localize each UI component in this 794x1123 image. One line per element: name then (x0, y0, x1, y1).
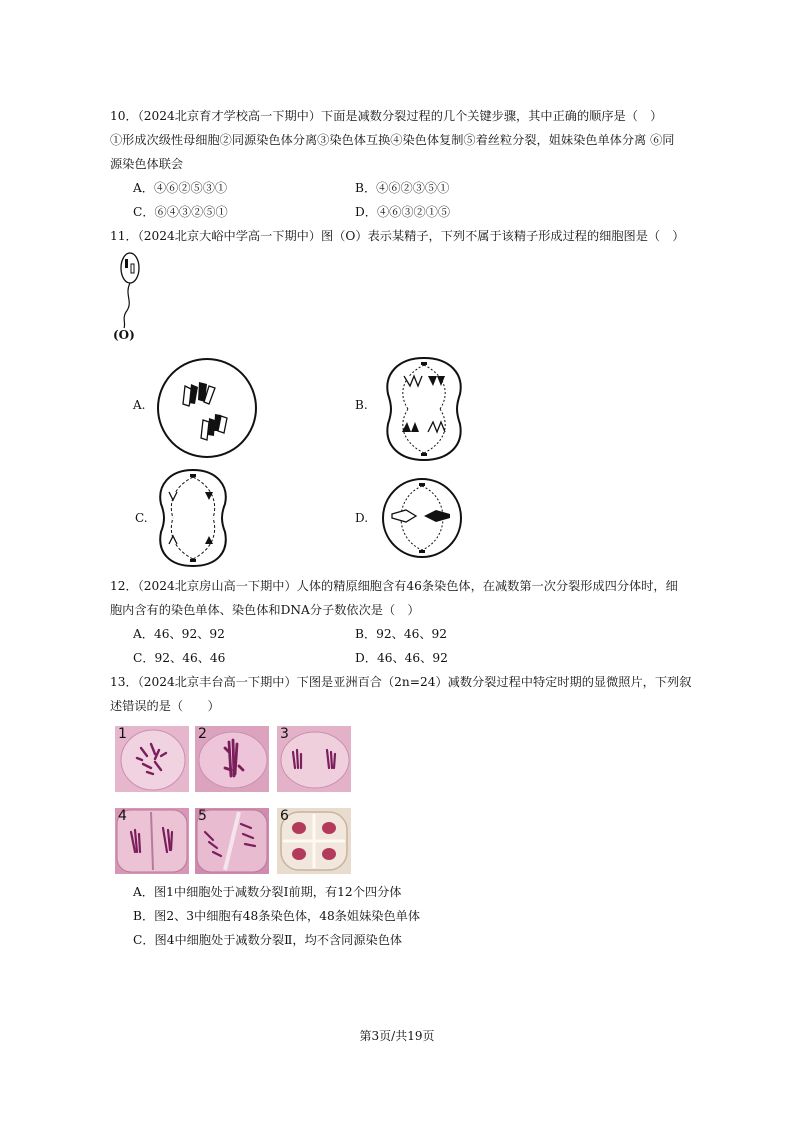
micrograph-number: 4 (118, 808, 127, 824)
micrograph-6 (277, 808, 351, 874)
q13-option-b: B．图2、3中细胞有48条染色体，48条姐妹染色单体 (133, 909, 421, 923)
q12-stem-line-2: 胞内含有的染色单体、染色体和DNA分子数依次是（ ） (110, 603, 420, 617)
q13-option-a: A．图1中细胞处于减数分裂Ⅰ前期，有12个四分体 (133, 885, 402, 899)
q10-steps-line: ①形成次级性母细胞②同源染色体分离③染色体互换④染色体复制⑤着丝粒分裂，姐妹染色单体分离 ⑥同 (110, 133, 675, 147)
q10-option-d: D．④⑥③②①⑤ (355, 205, 451, 219)
micrograph-number: 1 (118, 726, 127, 742)
cell-a-diagram (155, 356, 259, 460)
q12-option-a: A．46、92、92 (133, 627, 225, 641)
micrograph-3 (277, 726, 351, 792)
micrograph-number: 6 (280, 808, 289, 824)
cell-d-label: D. (355, 511, 369, 525)
page-footer: 第3页/共19页 (359, 1029, 435, 1043)
q10-steps-line-2: 源染色体联会 (110, 157, 184, 171)
cell-b-diagram (382, 354, 466, 464)
cell-c-label: C. (135, 511, 148, 525)
micrograph-number: 2 (198, 726, 207, 742)
q12-option-b: B．92、46、92 (355, 627, 448, 641)
q13-stem: 13．（2024北京丰台高一下期中）下图是亚洲百合（2n=24）减数分裂过程中特定时期的显微照片，下列叙 (110, 675, 692, 689)
micrograph-1 (115, 726, 189, 792)
micrograph-number: 3 (280, 726, 289, 742)
micrograph-number: 5 (198, 808, 207, 824)
q10-option-b: B．④⑥②③⑤① (355, 181, 450, 195)
sperm-label: (O) (113, 328, 135, 342)
micrograph-5 (195, 808, 269, 874)
cell-d-diagram (380, 476, 464, 560)
q10-option-c: C．⑥④③②⑤① (133, 205, 228, 219)
micrograph-2 (195, 726, 269, 792)
q10-option-a: A．④⑥②⑤③① (133, 181, 228, 195)
cell-c-diagram (155, 466, 231, 570)
q13-option-c: C．图4中细胞处于减数分裂Ⅱ，均不含同源染色体 (133, 933, 403, 947)
sperm-diagram (112, 250, 152, 330)
cell-b-label: B. (355, 398, 368, 412)
micrograph-4 (115, 808, 189, 874)
q12-option-c: C．92、46、46 (133, 651, 226, 665)
q12-option-d: D．46、46、92 (355, 651, 448, 665)
q13-stem-line-2: 述错误的是（ ） (110, 699, 220, 713)
q11-stem: 11．（2024北京大峪中学高一下期中）图（O）表示某精子，下列不属于该精子形成过程的细胞图是（ ） (110, 229, 685, 243)
cell-a-label: A. (133, 398, 146, 412)
q10-stem: 10．（2024北京育才学校高一下期中）下面是减数分裂过程的几个关键步骤，其中正确的顺序是（ ） (110, 109, 663, 123)
q12-stem: 12．（2024北京房山高一下期中）人体的精原细胞含有46条染色体，在减数第一次分裂形成四分体时，细 (110, 579, 678, 593)
